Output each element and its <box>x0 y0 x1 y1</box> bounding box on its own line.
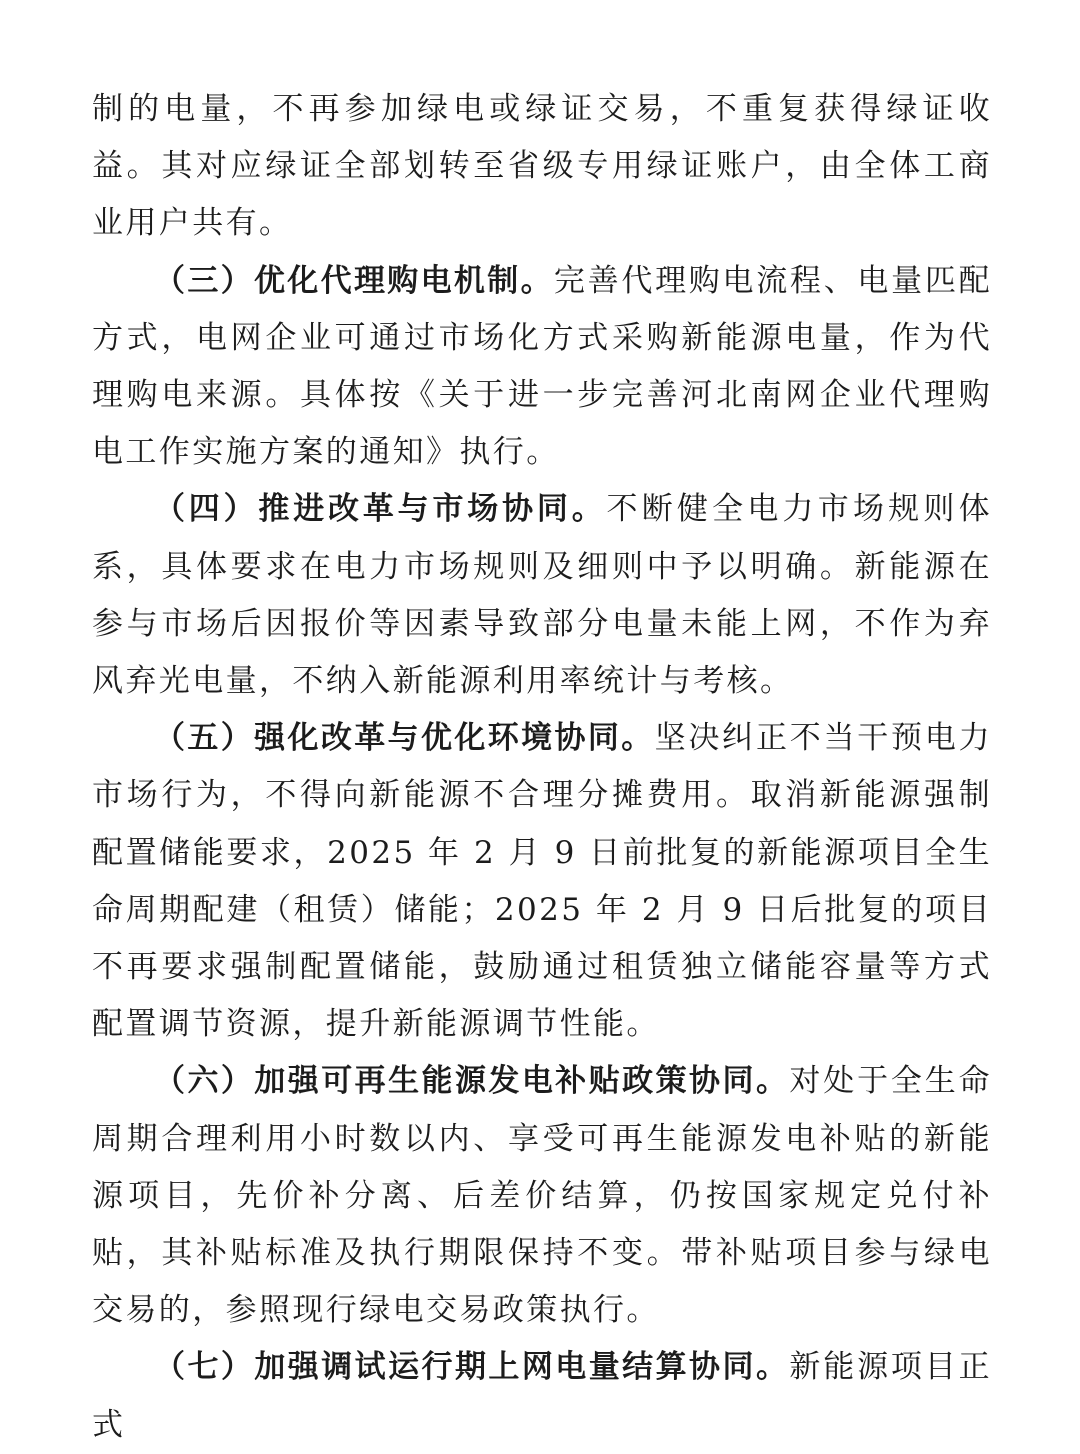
paragraph-body: 制的电量，不再参加绿电或绿证交易，不重复获得绿证收益。其对应绿证全部划转至省级专用绿证账户，由全体工商业用户共有。 <box>92 91 992 242</box>
paragraph-heading: （五）强化改革与优化环境协同。 <box>154 720 655 757</box>
paragraph-body: 坚决纠正不当干预电力市场行为，不得向新能源不合理分摊费用。取消新能源强制配置储能要求，2025 年 2 月 9 日前批复的新能源项目全生命周期配建（租赁）储能；2025 年 2 月 9 日后批复的项目不再要求强制配置储能，鼓励通过租赁独立储能容量等方式配置调节资源，提升新能源调节性能。 <box>92 720 992 1043</box>
paragraph-heading: （七）加强调试运行期上网电量结算协同。 <box>154 1349 790 1386</box>
paragraph-heading: （四）推进改革与市场协同。 <box>154 491 607 528</box>
paragraph-body: 对处于全生命周期合理利用小时数以内、享受可再生能源发电补贴的新能源项目，先价补分离、后差价结算，仍按国家规定兑付补贴，其补贴标准及执行期限保持不变。带补贴项目参与绿电交易的，参照现行绿电交易政策执行。 <box>92 1063 992 1329</box>
paragraph-section-4 <box>92 481 992 710</box>
paragraph-continuation <box>92 81 992 253</box>
document-page <box>92 81 992 1454</box>
paragraph-section-6 <box>92 1053 992 1339</box>
paragraph-section-3 <box>92 253 992 482</box>
paragraph-body: 新能源项目正式 <box>92 1349 992 1443</box>
paragraph-body: 完善代理购电流程、电量匹配方式，电网企业可通过市场化方式采购新能源电量，作为代理购电来源。具体按《关于进一步完善河北南网企业代理购电工作实施方案的通知》执行。 <box>92 262 993 471</box>
paragraph-section-7 <box>92 1339 992 1453</box>
paragraph-section-5 <box>92 710 992 1053</box>
paragraph-heading: （三）优化代理购电机制。 <box>154 262 554 299</box>
paragraph-heading: （六）加强可再生能源发电补贴政策协同。 <box>154 1063 790 1100</box>
paragraph-body: 不断健全电力市场规则体系，具体要求在电力市场规则及细则中予以明确。新能源在参与市场后因报价等因素导致部分电量未能上网，不作为弃风弃光电量，不纳入新能源利用率统计与考核。 <box>92 491 992 700</box>
